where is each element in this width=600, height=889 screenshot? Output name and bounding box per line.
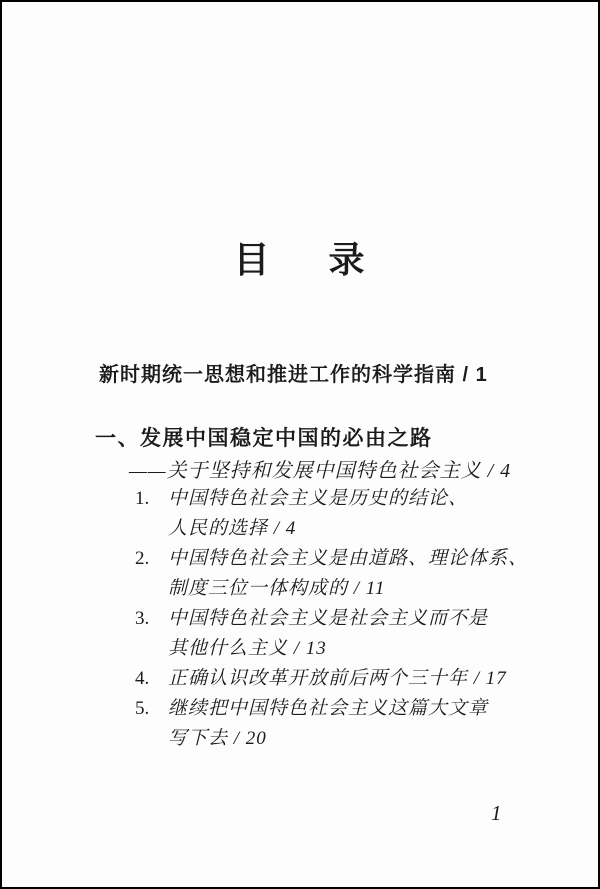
toc-item-text — [168, 664, 535, 694]
toc-list — [135, 484, 535, 754]
toc-item — [135, 544, 535, 604]
toc-item — [135, 604, 535, 664]
toc-item — [135, 484, 535, 544]
toc-item-number: 5. — [135, 698, 150, 719]
toc-item-line: 中国特色社会主义是历史的结论、 — [168, 488, 469, 509]
section-subtitle: ——关于坚持和发展中国特色社会主义 / 4 — [129, 460, 512, 482]
page-number: 1 — [491, 801, 502, 825]
toc-item-number: 3. — [135, 608, 150, 629]
toc-item-text — [168, 484, 535, 544]
page-title: 目 录 — [233, 240, 367, 280]
toc-item-text — [168, 694, 535, 754]
preface-entry: 新时期统一思想和推进工作的科学指南 / 1 — [99, 364, 488, 386]
toc-item-line: 继续把中国特色社会主义这篇大文章 — [168, 698, 489, 719]
toc-item-text — [168, 604, 535, 664]
toc-item-line: 正确认识改革开放前后两个三十年 / 17 — [168, 668, 507, 689]
toc-item-line: 中国特色社会主义是社会主义而不是 — [168, 608, 489, 629]
toc-item — [135, 694, 535, 754]
toc-item-text — [168, 544, 535, 604]
toc-item-number: 2. — [135, 548, 150, 569]
toc-item — [135, 664, 535, 694]
toc-item-line: 制度三位一体构成的 / 11 — [168, 578, 386, 599]
toc-item-line: 人民的选择 / 4 — [168, 518, 297, 539]
toc-item-number: 4. — [135, 668, 150, 689]
toc-item-line: 写下去 / 20 — [168, 728, 267, 749]
toc-item-line: 中国特色社会主义是由道路、理论体系、 — [168, 548, 529, 569]
toc-item-number: 1. — [135, 488, 150, 509]
toc-item-line: 其他什么主义 / 13 — [168, 638, 327, 659]
section-heading: 一、发展中国稳定中国的必由之路 — [95, 427, 433, 450]
